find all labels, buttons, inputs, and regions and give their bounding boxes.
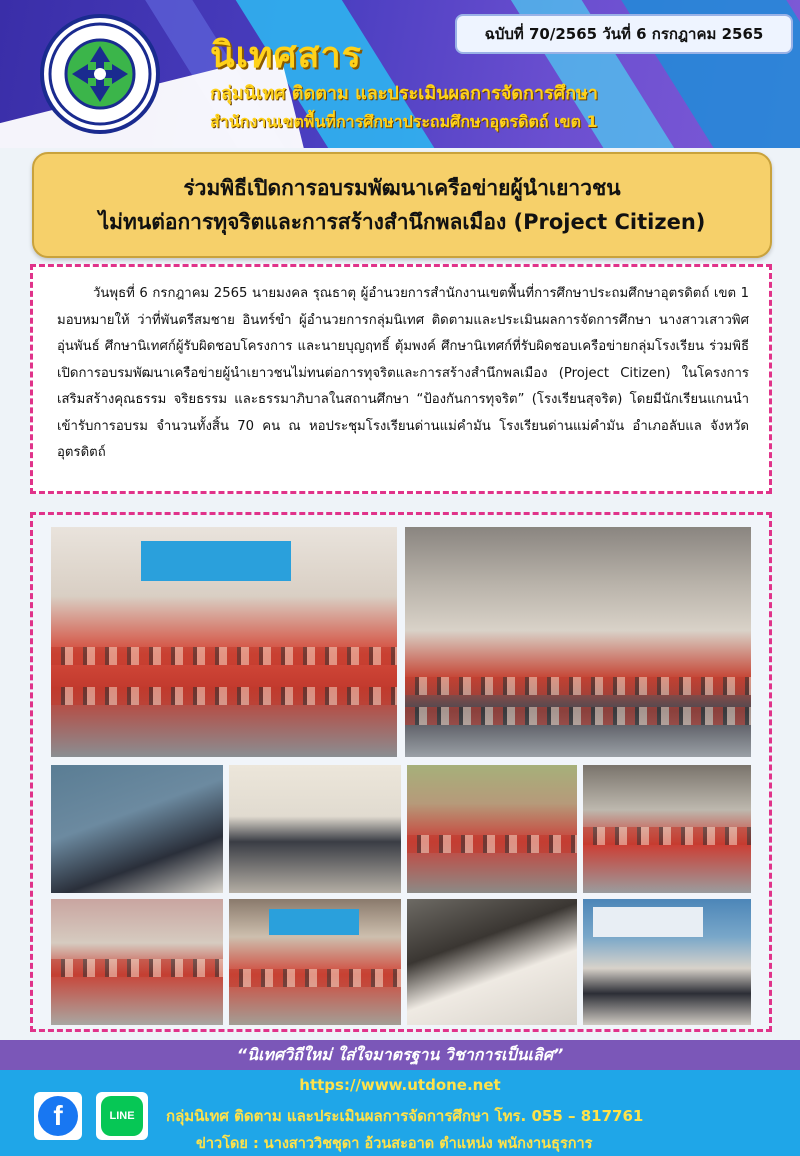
photo-opening-ritual [51,765,223,893]
photo-students-activity [407,765,577,893]
photo-collage [30,512,772,1032]
photo-crowd [407,835,577,853]
photo-meeting-room [229,765,401,893]
motto-text: “นิเทศวิถีใหม่ ใส่ใจมาตรฐาน วิชาการเป็นเลิศ” [236,1044,564,1064]
brand-title: นิเทศสาร [210,35,363,76]
line-label: LINE [101,1096,143,1136]
logo-emblem [48,22,152,126]
facebook-icon[interactable] [34,1092,82,1140]
facebook-glyph: f [38,1096,78,1136]
motto-bar [0,1040,800,1070]
photo-hall-ceremony [405,527,751,757]
photo-crowd [51,687,397,705]
article-body-box [30,264,772,494]
photo-crowd [405,707,751,725]
photo-discussion [407,899,577,1025]
photo-group-seated [229,899,401,1025]
contact-info: กลุ่มนิเทศ ติดตาม และประเมินผลการจัดการศึกษา โทร. 055 – 817761 [166,1107,644,1125]
photo-banner [593,907,703,937]
photo-students-seated [51,527,397,757]
headline-line-1: ร่วมพิธีเปิดการอบรมพัฒนาเครือข่ายผู้นำเยาวชน [183,176,621,200]
photo-students-circle [583,765,751,893]
photo-speaker [583,899,751,1025]
reporter-credit: ข่าวโดย : นางสาววิชชุดา อ้วนสะอาด ตำแหน่ง พนักงานธุรการ [196,1136,593,1152]
issue-number-badge: ฉบับที่ 70/2565 วันที่ 6 กรกฎาคม 2565 [455,14,793,54]
photo-crowd [229,969,401,987]
photo-banner [141,541,291,581]
article-paragraph: วันพุธที่ 6 กรกฎาคม 2565 นายมงคล รุณธาตุ ผู้อำนวยการสำนักงานเขตพื้นที่การศึกษาประถมศึกษาอุตรดิตถ์ เขต 1 มอบหมายให้ ว่าที่พันตรีสมชาย อินทร์ขำ ผู้อำนวยการกลุ่มนิเทศ ติดตามและประเมินผลการจัดการศึกษา นางสาวเสาวพิศ อุ่นพันธ์ ศึกษานิเทศก์ผู้รับผิดชอบโครงการ และนายบุญฤทธิ์ ตุ้มพงค์ ศึกษานิเทศก์ที่รับผิดชอบเครือข่ายกลุ่มโรงเรียน ร่วมพิธีเปิดการอบรมพัฒนาเครือข่ายผู้นำเยาวชนไม่ทนต่อการทุจริตและการสร้างสำนึกพลเมือง (Project Citizen) ในโครงการเสริมสร้างคุณธรรม จริยธรรม และธรรมาภิบาลในสถานศึกษา “ป้องกันการทุจริต” (โรงเรียนสุจริต) โดยมีนักเรียนแกนนำเข้ารับการอบรม จำนวนทั้งสิ้น 70 คน ณ หอประชุมโรงเรียนด่านแม่คำมัน โรงเรียนด่านแม่คำมัน อำเภอลับแล จังหวัดอุตรดิตถ์ [57,286,749,460]
photo-banner [269,909,359,935]
office-logo-icon [40,14,160,134]
headline-line-2: ไม่ทนต่อการทุจริตและการสร้างสำนึกพลเมือง (Project Citizen) [98,210,706,234]
website-link[interactable]: https://www.utdone.net [299,1076,501,1094]
photo-crowd [583,827,751,845]
photo-crowd [51,959,223,977]
article-headline [32,152,772,258]
office-name: สำนักงานเขตพื้นที่การศึกษาประถมศึกษาอุตรดิตถ์ เขต 1 [210,112,598,131]
brand-subtitle: กลุ่มนิเทศ ติดตาม และประเมินผลการจัดการศึกษา [210,83,598,104]
line-icon[interactable] [96,1092,148,1140]
photo-crowd [405,677,751,695]
photo-crowd [51,647,397,665]
photo-students-standing [51,899,223,1025]
